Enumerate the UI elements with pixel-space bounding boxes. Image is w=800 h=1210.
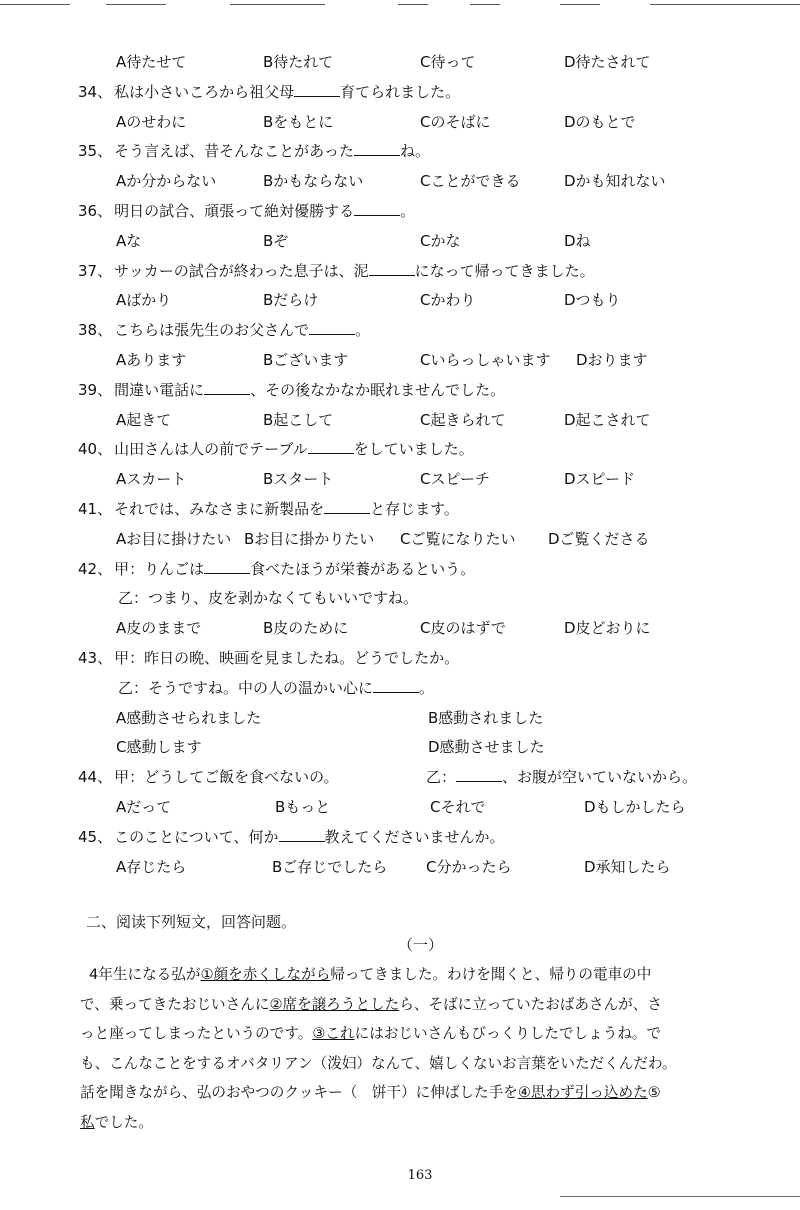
question-number: 40、 bbox=[78, 440, 113, 459]
passage-text: も、こんなことをするオバタリアン（泼妇）なんて、嬉しくないお言葉をいただくんだわ。 bbox=[80, 1054, 677, 1072]
passage-text: でした。 bbox=[94, 1113, 153, 1131]
answer-blank bbox=[324, 498, 370, 514]
question-text: 私は小さいころから祖父母 bbox=[114, 82, 295, 101]
option-a: Aばかり bbox=[116, 291, 172, 310]
question-number: 34、 bbox=[78, 82, 113, 101]
option-c: Cかわり bbox=[420, 291, 476, 310]
passage-text: で、乗ってきたおじいさんに bbox=[80, 995, 270, 1013]
answer-blank bbox=[309, 319, 355, 335]
question-text: 明日の試合、頑張って絶対優勝する bbox=[114, 201, 355, 220]
option-c: Cかな bbox=[420, 231, 461, 250]
scan-edge-line bbox=[650, 4, 800, 5]
option-d: D起こされて bbox=[564, 410, 651, 429]
question-text: 甲：どうしてご飯を食べないの。 bbox=[114, 768, 339, 787]
option-d: Dもしかしたら bbox=[584, 797, 686, 816]
answer-blank bbox=[369, 260, 415, 276]
scan-edge-line bbox=[0, 4, 70, 5]
question-text: 山田さんは人の前でテーブル bbox=[114, 440, 308, 459]
question-number: 41、 bbox=[78, 499, 113, 518]
passage-text: 帰ってきました。わけを聞くと、帰りの電車の中 bbox=[330, 966, 652, 983]
option-a: Aお目に掛けたい bbox=[116, 529, 232, 548]
passage-text: 話を聞きながら、弘のおやつのクッキー（ 饼干）に伸ばした手を bbox=[80, 1084, 518, 1102]
question-text: それでは、みなさまに新製品を bbox=[114, 499, 325, 518]
option-d: D皮どおりに bbox=[564, 619, 651, 638]
option-c: C分かったら bbox=[426, 857, 512, 876]
options-40 bbox=[78, 465, 768, 495]
option-a: A起きて bbox=[116, 410, 172, 429]
passage-line bbox=[80, 960, 770, 990]
scan-edge-line bbox=[560, 4, 600, 5]
question-45 bbox=[78, 823, 768, 853]
options-42 bbox=[78, 614, 768, 644]
question-text: 教えてくださいませんか。 bbox=[324, 827, 505, 846]
option-d: D待たされて bbox=[564, 53, 651, 71]
question-number: 36、 bbox=[78, 201, 113, 220]
question-text: 甲：昨日の晩、映画を見ましたね。どうでしたか。 bbox=[114, 648, 460, 667]
options-34 bbox=[78, 108, 768, 138]
options-43-ab bbox=[78, 704, 768, 734]
option-c: Cご覧になりたい bbox=[400, 529, 516, 548]
option-b: B起こして bbox=[263, 410, 334, 429]
passage-line bbox=[80, 990, 770, 1020]
scan-edge-line bbox=[230, 4, 325, 5]
scan-edge-line bbox=[560, 1196, 800, 1197]
answer-blank bbox=[204, 558, 250, 574]
question-text: 育てられました。 bbox=[340, 82, 461, 101]
option-a: Aのせわに bbox=[116, 112, 187, 131]
dialogue-line: 乙：つまり、皮を剥かなくてもいいですね。 bbox=[118, 589, 419, 608]
question-35 bbox=[78, 137, 768, 167]
question-text: 。 bbox=[355, 321, 371, 340]
option-b: Bぞ bbox=[263, 231, 289, 250]
option-a: Aスカート bbox=[116, 470, 187, 489]
option-a: Aか分からない bbox=[116, 172, 217, 191]
question-text: そう言えば、昔そんなことがあった bbox=[114, 142, 354, 161]
passage-text: 4年生になる弘が bbox=[89, 966, 201, 983]
question-number: 38、 bbox=[78, 321, 113, 340]
dialogue-line: 乙： bbox=[426, 768, 457, 787]
answer-blank bbox=[373, 677, 419, 693]
option-b: B感動されました bbox=[428, 708, 544, 727]
question-text: 間違い電話に bbox=[114, 380, 205, 399]
scan-edge-line bbox=[106, 4, 166, 5]
passage-line bbox=[80, 1019, 770, 1049]
option-b: B待たれて bbox=[263, 53, 334, 71]
question-text: 、その後なかなか眠れませんでした。 bbox=[250, 380, 506, 399]
options-37 bbox=[78, 286, 768, 316]
option-d: Dのもとで bbox=[564, 112, 636, 131]
option-c: Cそれで bbox=[430, 797, 486, 816]
option-c: Cのそばに bbox=[420, 112, 491, 131]
answer-blank bbox=[294, 81, 340, 97]
question-text: をしていました。 bbox=[353, 440, 474, 459]
underlined-phrase: ②席を譲ろうとした bbox=[269, 995, 400, 1013]
option-b: B皮のために bbox=[263, 619, 349, 638]
question-42 bbox=[78, 555, 768, 585]
option-a: Aあります bbox=[116, 350, 187, 369]
question-43 bbox=[78, 644, 768, 674]
options-33 bbox=[78, 48, 768, 78]
answer-blank bbox=[279, 826, 325, 842]
question-number: 43、 bbox=[78, 648, 113, 667]
answer-blank bbox=[308, 438, 354, 454]
options-45 bbox=[78, 853, 768, 883]
option-b: Bかもならない bbox=[263, 172, 364, 191]
options-39 bbox=[78, 406, 768, 436]
underlined-phrase: ③これ bbox=[312, 1025, 355, 1043]
question-42-line2 bbox=[78, 584, 768, 614]
option-b: Bをもとに bbox=[263, 112, 334, 131]
option-b: Bございます bbox=[263, 350, 349, 369]
question-text: このことについて、何か bbox=[114, 827, 279, 846]
answer-blank bbox=[354, 140, 400, 156]
option-d: Dかも知れない bbox=[564, 172, 666, 191]
section-heading: 二、阅读下列短文，回答问题。 bbox=[86, 913, 297, 931]
question-43-line2 bbox=[78, 674, 768, 704]
option-c: C待って bbox=[420, 53, 476, 71]
question-number: 42、 bbox=[78, 559, 113, 578]
option-a: A感動させられました bbox=[116, 708, 262, 727]
option-d: Dスピード bbox=[564, 470, 635, 489]
passage-line bbox=[80, 1078, 770, 1108]
question-34 bbox=[78, 78, 768, 108]
option-c: C皮のはずで bbox=[420, 619, 506, 638]
question-number: 37、 bbox=[78, 261, 113, 280]
answer-blank bbox=[354, 200, 400, 216]
reading-passage bbox=[80, 960, 770, 1138]
question-38 bbox=[78, 316, 768, 346]
option-d: D感動させました bbox=[428, 738, 545, 757]
question-39 bbox=[78, 376, 768, 406]
question-36 bbox=[78, 197, 768, 227]
options-38 bbox=[78, 346, 768, 376]
question-text: 。 bbox=[400, 201, 416, 220]
question-44 bbox=[78, 763, 768, 793]
question-text: こちらは張先生のお父さんで bbox=[114, 321, 310, 340]
question-37 bbox=[78, 257, 768, 287]
question-text: ね。 bbox=[399, 142, 430, 161]
scan-edge-line bbox=[470, 4, 500, 5]
options-35 bbox=[78, 167, 768, 197]
underlined-phrase: ④思わず引っ込めた bbox=[517, 1084, 648, 1102]
options-36 bbox=[78, 227, 768, 257]
option-a: A皮のままで bbox=[116, 619, 202, 638]
option-c: Cいらっしゃいます bbox=[420, 350, 551, 369]
question-text: 食べたほうが栄養があるという。 bbox=[250, 559, 476, 578]
option-b: Bだらけ bbox=[263, 291, 319, 310]
option-d: Dおります bbox=[576, 350, 648, 369]
options-44 bbox=[78, 793, 768, 823]
option-b: Bお目に掛かりたい bbox=[244, 529, 375, 548]
question-number: 45、 bbox=[78, 827, 113, 846]
option-d: Dね bbox=[564, 231, 591, 250]
question-number: 44、 bbox=[78, 768, 113, 787]
option-a: Aな bbox=[116, 231, 142, 250]
dialogue-line: 、お腹が空いていないから。 bbox=[502, 768, 698, 787]
option-c: C起きられて bbox=[420, 410, 506, 429]
option-c: Cスピーチ bbox=[420, 470, 490, 489]
question-text: 甲：りんごは bbox=[114, 559, 205, 578]
option-b: Bもっと bbox=[275, 797, 331, 816]
option-d: Dご覧くださる bbox=[548, 529, 650, 548]
option-c: Cことができる bbox=[420, 172, 521, 191]
question-text: サッカーの試合が終わった息子は、泥 bbox=[114, 261, 369, 280]
underlined-phrase: ①顔を赤くしながら bbox=[200, 966, 331, 983]
passage-heading: （一） bbox=[398, 936, 444, 954]
scan-edge-line bbox=[398, 4, 428, 5]
passage-text: にはおじいさんもびっくりしたでしょうね。で bbox=[354, 1025, 662, 1043]
answer-blank bbox=[456, 766, 502, 782]
passage-text: っと座ってしまったというのです。 bbox=[80, 1025, 313, 1043]
option-a: A待たせて bbox=[116, 53, 187, 71]
question-41 bbox=[78, 495, 768, 525]
dialogue-line: 。 bbox=[419, 678, 435, 697]
question-40 bbox=[78, 435, 768, 465]
option-a: Aだって bbox=[116, 797, 172, 816]
passage-line bbox=[80, 1049, 770, 1079]
page-number: 163 bbox=[407, 1168, 433, 1183]
option-d: D承知したら bbox=[584, 857, 671, 876]
option-a: A存じたら bbox=[116, 857, 187, 876]
options-41 bbox=[78, 525, 768, 555]
option-b: Bスタート bbox=[263, 470, 334, 489]
dialogue-line: 乙：そうですね。中の人の温かい心に bbox=[118, 678, 374, 697]
passage-line bbox=[80, 1108, 770, 1138]
passage-text: ら、そばに立っていたおばあさんが、さ bbox=[399, 995, 662, 1013]
underlined-phrase: 私 bbox=[80, 1113, 95, 1131]
question-list bbox=[78, 48, 768, 882]
option-d: Dつもり bbox=[564, 291, 621, 310]
question-text: と存じます。 bbox=[370, 499, 459, 518]
option-c: C感動します bbox=[116, 738, 202, 757]
passage-text: ⑤ bbox=[647, 1084, 661, 1102]
question-number: 39、 bbox=[78, 380, 113, 399]
answer-blank bbox=[204, 379, 250, 395]
options-43-cd bbox=[78, 733, 768, 763]
option-b: Bご存じでしたら bbox=[272, 857, 388, 876]
question-number: 35、 bbox=[78, 142, 113, 161]
question-text: になって帰ってきました。 bbox=[414, 261, 595, 280]
